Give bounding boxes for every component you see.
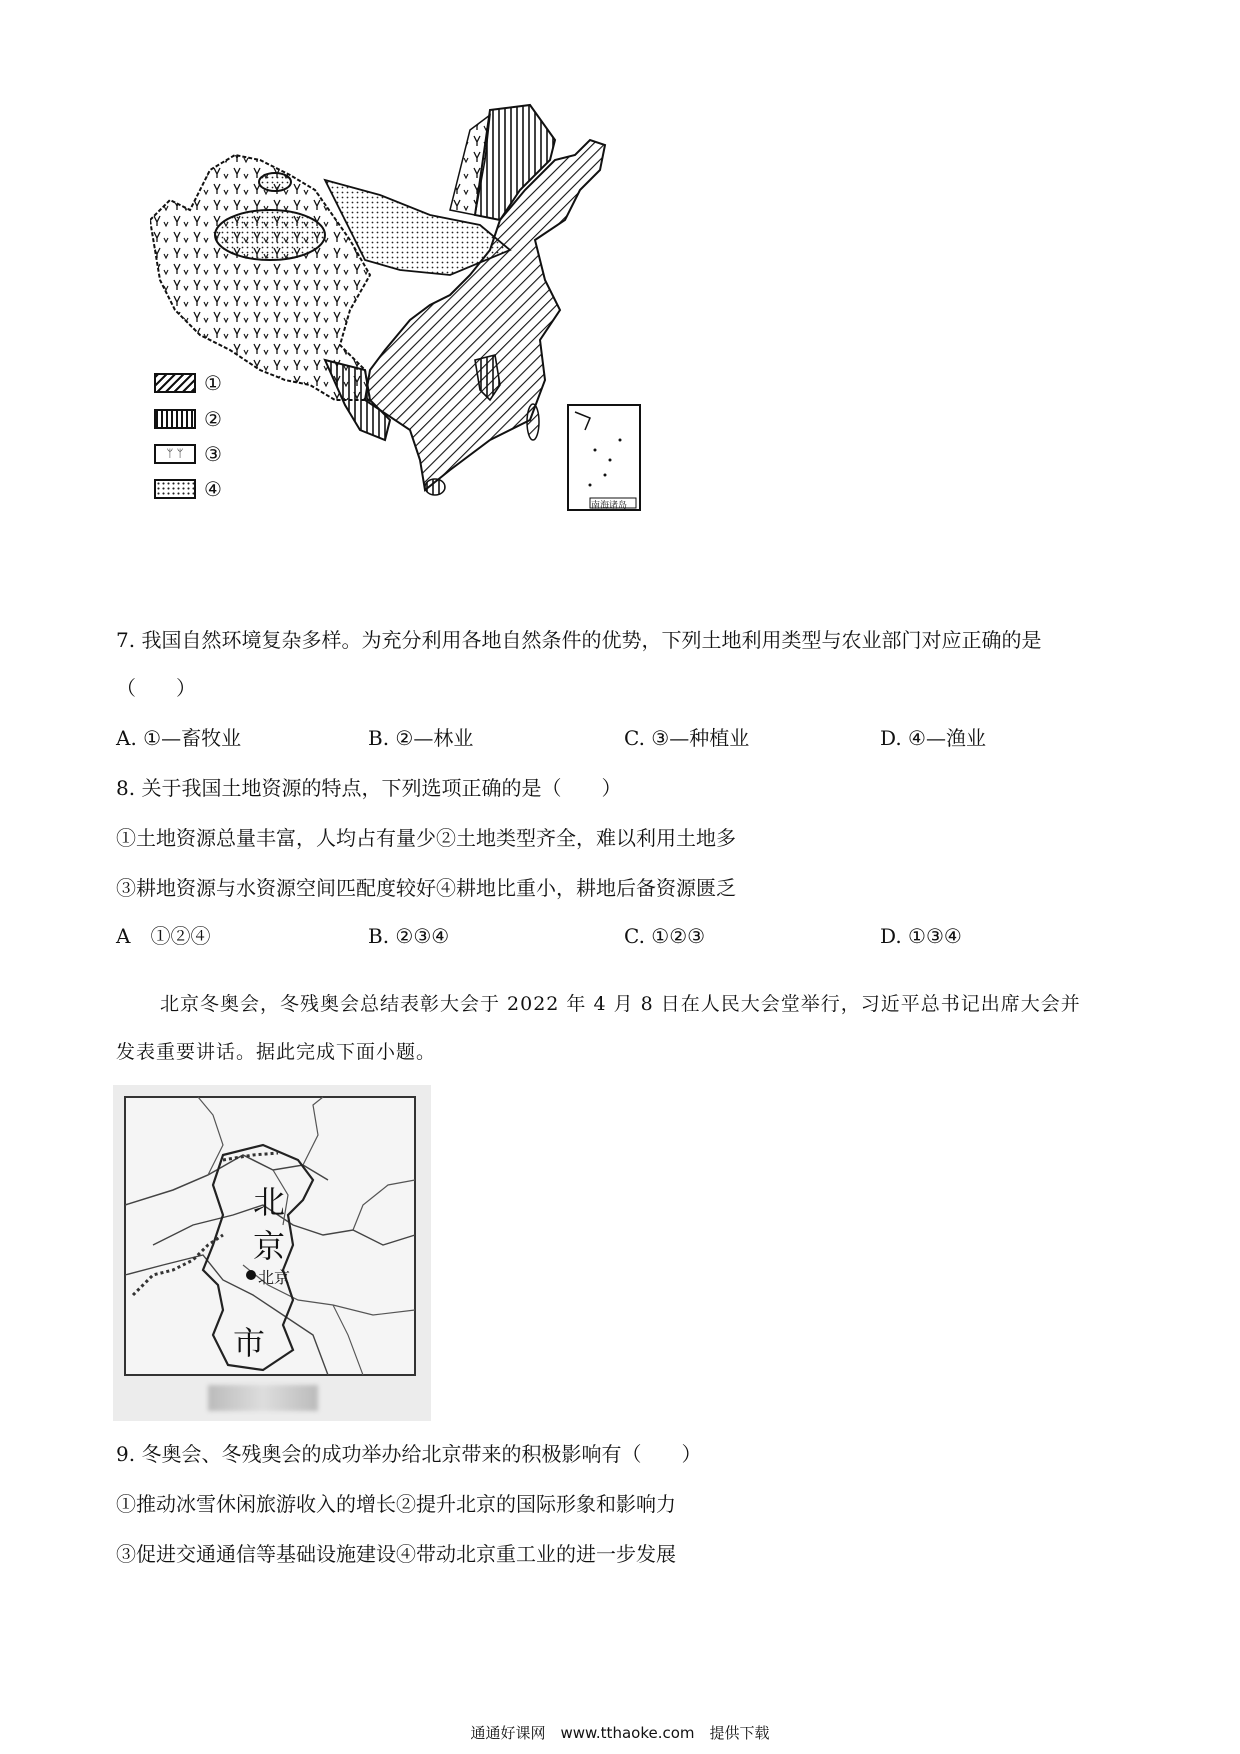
q7-option-c: C. ③—种植业	[624, 726, 750, 750]
q9-stem: 9. 冬奥会、冬残奥会的成功举办给北京带来的积极影响有（ ）	[116, 1442, 702, 1466]
hainan-island	[425, 479, 445, 495]
legend-label: ③	[204, 442, 222, 466]
q9-statement-1: ①推动冰雪休闲旅游收入的增长②提升北京的国际形象和影响力	[116, 1492, 676, 1516]
grass-pattern-icon: ᛘ ᛘ	[154, 444, 196, 464]
inset-caption: 南海诸岛	[590, 501, 627, 511]
south-china-sea-inset	[568, 405, 640, 510]
beijing-map	[113, 1085, 431, 1421]
diagonal-pattern-icon	[154, 373, 196, 393]
taiwan-island	[527, 404, 539, 440]
map-legend	[154, 371, 274, 501]
region-junggar-dots	[259, 173, 291, 191]
legend-item-1	[154, 371, 222, 395]
dots-pattern-icon	[154, 479, 196, 499]
legend-item-3	[154, 442, 222, 466]
legend-label: ①	[204, 371, 222, 395]
q7-option-a: A. ①—畜牧业	[116, 726, 242, 750]
q8-option-d: D. ①③④	[880, 924, 962, 948]
q9-statement-2: ③促进交通通信等基础设施建设④带动北京重工业的进一步发展	[116, 1542, 676, 1566]
passage-line-2: 发表重要讲话。据此完成下面小题。	[116, 1041, 437, 1063]
vertical-pattern-icon	[154, 409, 196, 429]
q7-paren: （ ）	[116, 676, 196, 700]
q7-option-b: B. ②—林业	[368, 726, 474, 750]
map-label-jing: 京	[253, 1227, 286, 1265]
map-label-shi: 市	[233, 1324, 266, 1362]
q8-option-b: B. ②③④	[368, 924, 450, 948]
china-land-use-map	[150, 100, 720, 575]
q7-stem: 7. 我国自然环境复杂多样。为充分利用各地自然条件的优势，下列土地利用类型与农业部门对应正确的是	[116, 628, 1042, 652]
q8-statement-2: ③耕地资源与水资源空间匹配度较好④耕地比重小，耕地后备资源匮乏	[116, 876, 736, 900]
legend-label: ②	[204, 407, 222, 431]
q7-option-d: D. ④—渔业	[880, 726, 986, 750]
map-label-bei: 北	[253, 1183, 286, 1221]
q8-option-c: C. ①②③	[624, 924, 706, 948]
q8-statement-1: ①土地资源总量丰富，人均占有量少②土地类型齐全，难以利用土地多	[116, 826, 736, 850]
beijing-city-marker	[246, 1270, 256, 1280]
page-footer: 通通好课网 www.tthaoke.com 提供下载	[470, 1724, 770, 1742]
q8-option-a: A ①②④	[116, 924, 211, 948]
map-label-city: 北京	[258, 1268, 291, 1287]
passage-line-1: 北京冬奥会，冬残奥会总结表彰大会于 2022 年 4 月 8 日在人民大会堂举行，习近平总书记出席大会并	[160, 993, 1081, 1015]
q8-stem: 8. 关于我国土地资源的特点，下列选项正确的是（ ）	[116, 776, 622, 800]
legend-label: ④	[204, 477, 222, 501]
blurred-caption	[208, 1385, 318, 1411]
legend-item-4	[154, 477, 222, 501]
region-tarim-dots	[215, 210, 325, 260]
legend-item-2	[154, 407, 222, 431]
